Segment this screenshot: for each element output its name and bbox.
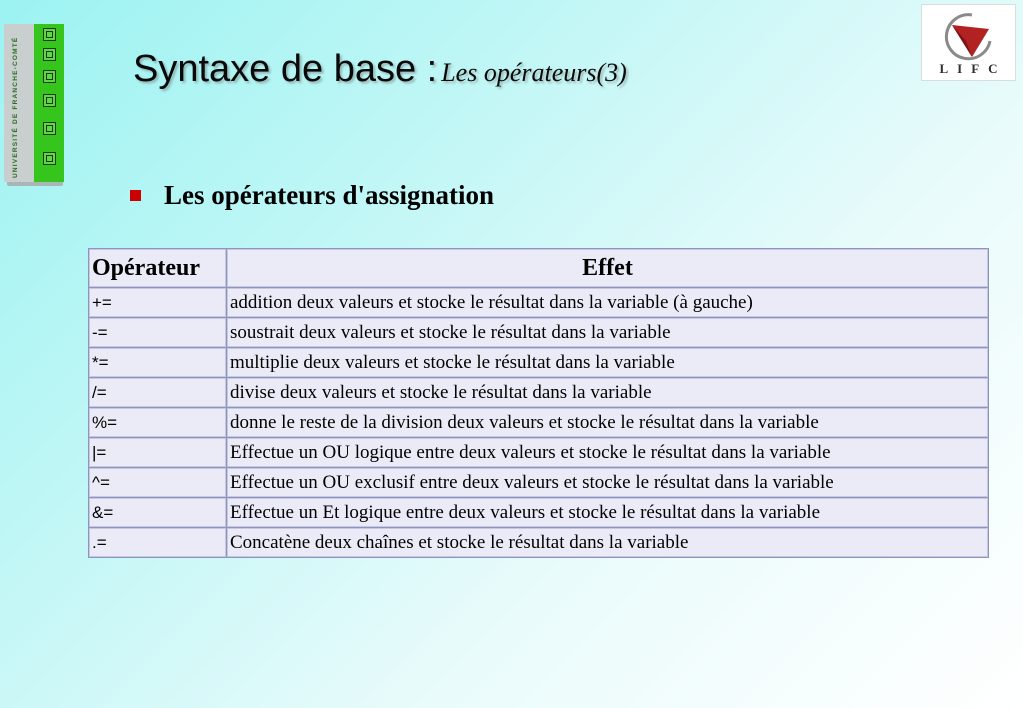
operator-cell: %= xyxy=(89,408,226,437)
lifc-emblem-icon xyxy=(942,11,996,61)
university-logo xyxy=(4,24,60,190)
operator-cell: -= xyxy=(89,318,226,347)
operator-cell: /= xyxy=(89,378,226,407)
emblem-icon xyxy=(43,152,56,165)
effect-cell: Concatène deux chaînes et stocke le résultat dans la variable xyxy=(227,528,988,557)
table-row xyxy=(89,318,988,347)
bullet-text: Les opérateurs d'assignation xyxy=(164,180,495,210)
emblem-icon xyxy=(43,48,56,61)
emblem-icon xyxy=(43,28,56,41)
header-effect: Effet xyxy=(227,249,988,287)
effect-cell: Effectue un OU logique entre deux valeurs et stocke le résultat dans la variable xyxy=(227,438,988,467)
table-row xyxy=(89,498,988,527)
university-name: UNIVERSITÉ DE FRANCHE-COMTÉ xyxy=(12,36,19,178)
emblem-icon xyxy=(43,94,56,107)
operator-cell: ^= xyxy=(89,468,226,497)
effect-cell: Effectue un Et logique entre deux valeurs et stocke le résultat dans la variable xyxy=(227,498,988,527)
table-row xyxy=(89,408,988,437)
bullet-item xyxy=(130,180,494,211)
table-row xyxy=(89,378,988,407)
slide-title-main: Syntaxe de base : xyxy=(133,48,438,90)
table-header-row xyxy=(89,249,988,287)
operator-cell: += xyxy=(89,288,226,317)
university-logo-grey-band xyxy=(4,24,34,182)
emblem-icon xyxy=(43,70,56,83)
slide-title xyxy=(133,48,627,91)
lifc-logo xyxy=(921,4,1016,81)
operator-cell: .= xyxy=(89,528,226,557)
table-row xyxy=(89,438,988,467)
table-row xyxy=(89,468,988,497)
lifc-label: LIFC xyxy=(939,61,1007,76)
table-row xyxy=(89,528,988,557)
operator-cell: &= xyxy=(89,498,226,527)
operators-table xyxy=(88,248,989,558)
table-row xyxy=(89,348,988,377)
effect-cell: Effectue un OU exclusif entre deux valeurs et stocke le résultat dans la variable xyxy=(227,468,988,497)
bullet-square-icon xyxy=(130,190,141,201)
effect-cell: soustrait deux valeurs et stocke le résultat dans la variable xyxy=(227,318,988,347)
effect-cell: divise deux valeurs et stocke le résultat dans la variable xyxy=(227,378,988,407)
operator-cell: |= xyxy=(89,438,226,467)
emblem-icon xyxy=(43,122,56,135)
effect-cell: multiplie deux valeurs et stocke le résultat dans la variable xyxy=(227,348,988,377)
effect-cell: addition deux valeurs et stocke le résultat dans la variable (à gauche) xyxy=(227,288,988,317)
slide-title-subtitle: Les opérateurs(3) xyxy=(441,58,627,87)
header-operator: Opérateur xyxy=(89,249,226,287)
operator-cell: *= xyxy=(89,348,226,377)
table-row xyxy=(89,288,988,317)
effect-cell: donne le reste de la division deux valeurs et stocke le résultat dans la variable xyxy=(227,408,988,437)
